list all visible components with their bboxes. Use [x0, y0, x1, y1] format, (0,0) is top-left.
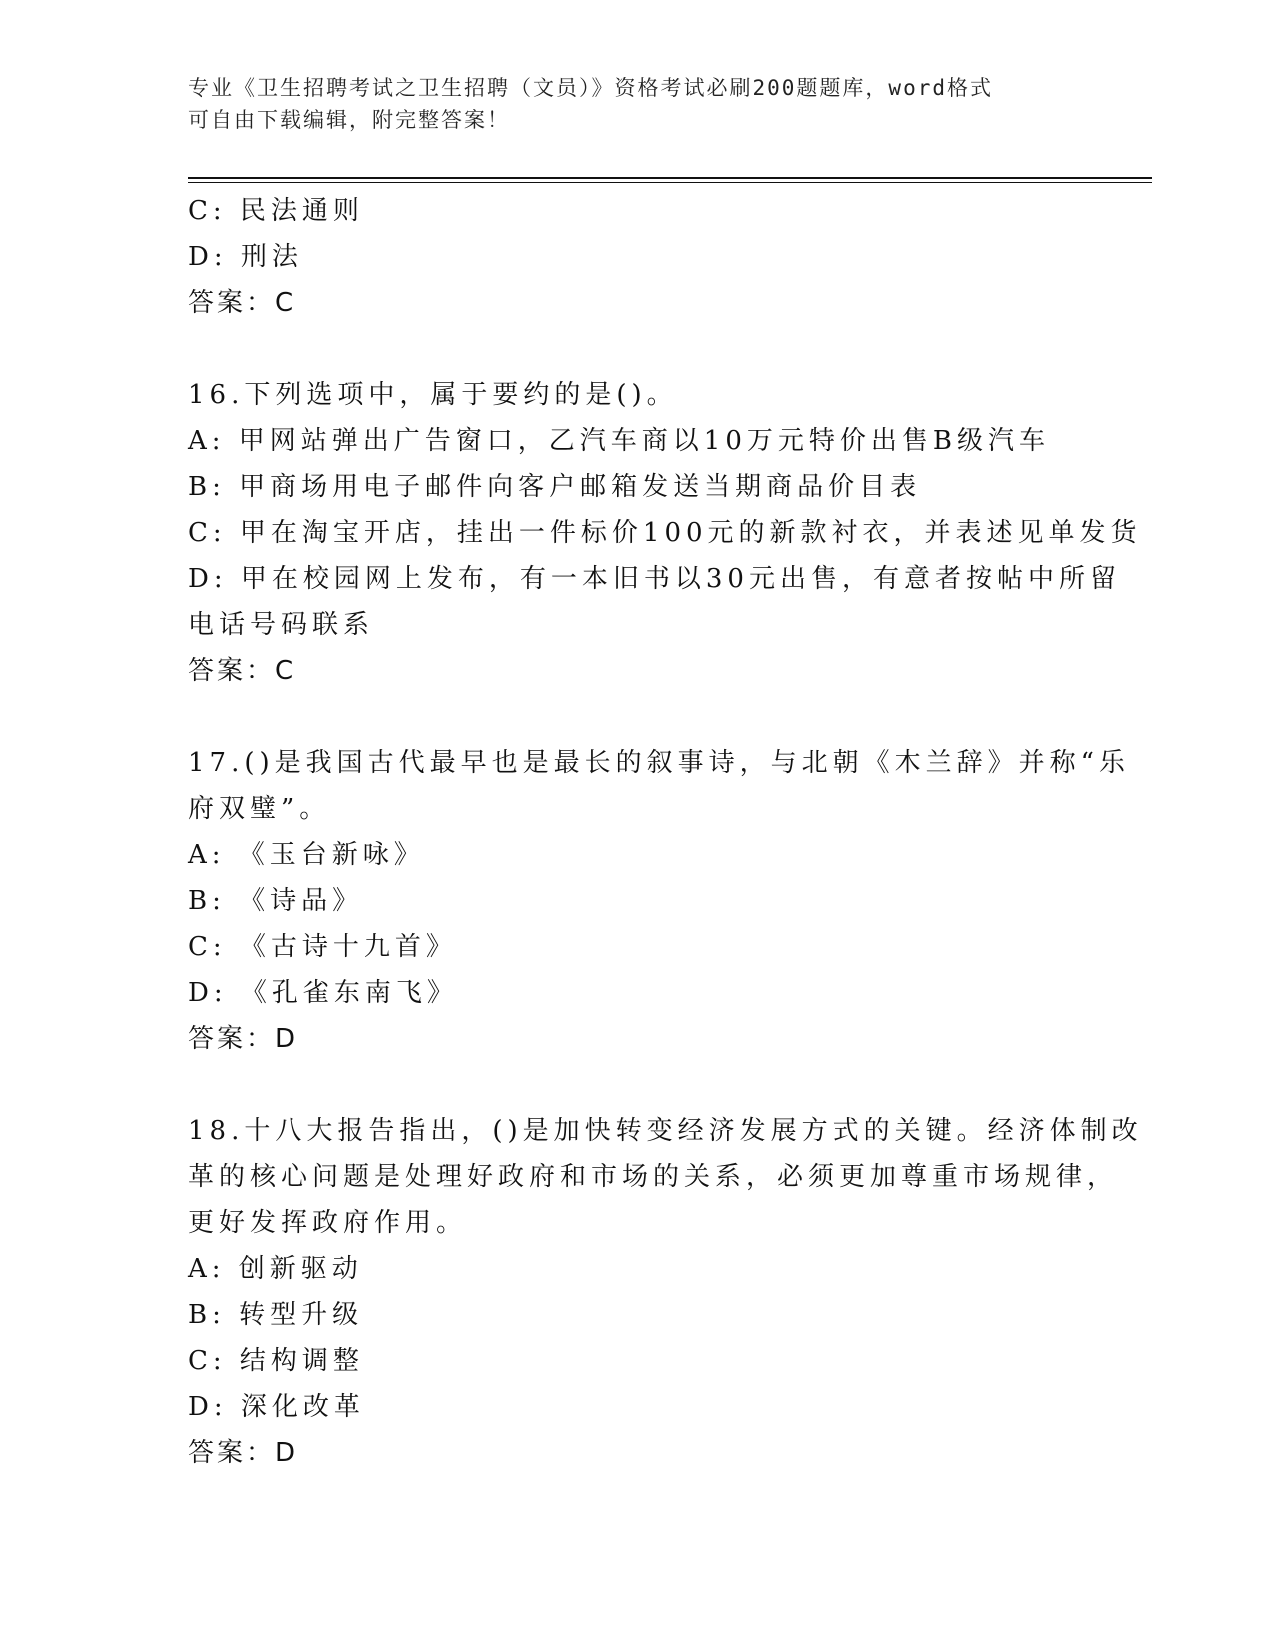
option-c: C: 《古诗十九首》	[188, 932, 457, 962]
header-title-line-1: 专业《卫生招聘考试之卫生招聘（文员）》资格考试必刷200题题库，word格式	[188, 76, 993, 100]
question-stem-continued: 革的核心问题是处理好政府和市场的关系，必须更加尊重市场规律，	[188, 1162, 1119, 1192]
answer-line: 答案：C	[188, 656, 297, 686]
option-d: D: 甲在校园网上发布，有一本旧书以30元出售，有意者按帖中所留	[188, 564, 1121, 594]
option-b: B: 《诗品》	[188, 886, 364, 916]
option-d: D: 《孔雀东南飞》	[188, 978, 458, 1008]
question-17	[188, 740, 1130, 1062]
option-a: A: 甲网站弹出广告窗口，乙汽车商以10万元特价出售B级汽车	[188, 426, 1050, 456]
option-d: D: 刑法	[188, 242, 303, 272]
option-d-continued: 电话号码联系	[188, 610, 375, 640]
question-18	[188, 1108, 1143, 1476]
question-stem-continued: 府双璧”。	[188, 794, 331, 824]
header-title-line-2: 可自由下载编辑，附完整答案！	[188, 108, 510, 132]
option-c: C: 甲在淘宝开店，挂出一件标价100元的新款衬衣，并表述见单发货	[188, 518, 1142, 548]
question-content	[188, 188, 1143, 1476]
option-c: C: 民法通则	[188, 196, 364, 226]
option-c: C: 结构调整	[188, 1346, 364, 1376]
option-b: B: 甲商场用电子邮件向客户邮箱发送当期商品价目表	[188, 472, 922, 502]
question-stem: 16.下列选项中，属于要约的是()。	[188, 380, 678, 410]
header-divider-thick	[188, 177, 1152, 179]
question-stem: 18.十八大报告指出，()是加快转变经济发展方式的关键。经济体制改	[188, 1116, 1143, 1146]
previous-question-tail	[188, 188, 1088, 326]
spacer	[188, 694, 1088, 740]
answer-line: 答案：C	[188, 288, 297, 318]
option-a: A: 创新驱动	[188, 1254, 363, 1284]
spacer	[188, 326, 1088, 372]
question-stem-continued: 更好发挥政府作用。	[188, 1208, 468, 1238]
option-b: B: 转型升级	[188, 1300, 364, 1330]
question-16	[188, 372, 1142, 694]
answer-line: 答案：D	[188, 1024, 299, 1054]
spacer	[188, 1062, 1088, 1108]
document-header	[188, 72, 1088, 136]
question-stem: 17.()是我国古代最早也是最长的叙事诗，与北朝《木兰辞》并称“乐	[188, 748, 1130, 778]
answer-line: 答案：D	[188, 1438, 299, 1468]
option-d: D: 深化改革	[188, 1392, 365, 1422]
header-divider-thin	[188, 182, 1152, 183]
option-a: A: 《玉台新咏》	[188, 840, 425, 870]
